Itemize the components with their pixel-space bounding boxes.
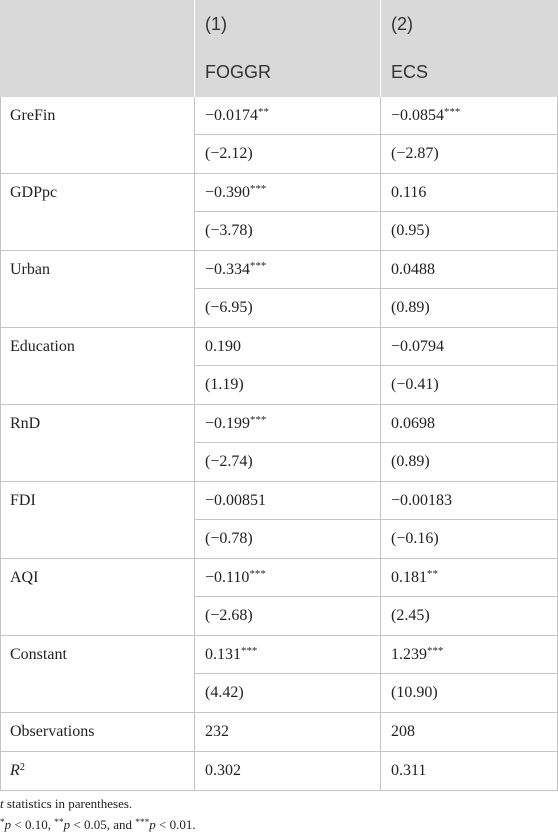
row-r-squared [0,752,558,791]
row-observations [0,713,558,752]
significance-stars: *** [250,414,267,427]
footnote-text: statistics in parentheses. [3,796,133,811]
t-statistic-value: (1.19) [205,376,244,393]
coefficient-cell-model-2 [381,636,557,674]
coefficient-cell-model-1 [195,174,381,212]
coefficient-value: −0.0794 [391,338,445,355]
r-squared-label [1,752,195,790]
t-statistic-cell-model-2 [381,212,557,250]
significance-stars: ** [258,106,269,119]
t-statistic-cell-model-2 [381,366,557,404]
coefficient-cell-model-2 [381,174,557,212]
r-symbol: R [10,762,20,779]
significance-stars: *** [135,817,150,828]
coefficient-cell-model-2 [381,405,557,443]
t-statistic-value: (0.89) [391,299,430,316]
footnote-text: < 0.05, and [70,817,136,832]
coefficient-cell-model-1 [195,251,381,289]
variable-label [1,636,195,712]
t-statistic-cell-model-1 [195,674,381,712]
variable-label [1,328,195,404]
variable-label [1,251,195,327]
coefficient-value: 0.131 [205,646,241,663]
t-statistic-cell-model-1 [195,135,381,173]
variable-name: AQI [10,569,39,586]
variable-label [1,405,195,481]
coefficient-value: −0.334 [205,261,251,278]
coefficient-value: 1.239 [391,646,427,663]
t-statistic-cell-model-2 [381,289,557,327]
variable-name: Constant [10,646,67,663]
row-group-rnd [0,405,558,482]
variable-name: GDPpc [10,184,58,201]
coefficient-value: −0.00183 [391,492,453,509]
t-statistic-value: (−2.68) [205,607,253,624]
table-footnotes [0,791,558,835]
coefficient-cell-model-2 [381,251,557,289]
observations-value-model-2: 208 [391,723,415,740]
coefficient-value: −0.00851 [205,492,267,509]
coefficient-value: 0.0698 [391,415,435,432]
variable-name: GreFin [10,107,56,124]
t-statistic-cell-model-2 [381,520,557,558]
coefficient-value: 0.190 [205,338,241,355]
significance-stars: *** [250,183,267,196]
r-squared-value-model-1: 0.302 [195,752,381,790]
header-dependent-variable-2: ECS [391,62,429,82]
t-statistic-value: (10.90) [391,684,438,701]
p-symbol: p [4,817,12,832]
observations-label: Observations [1,713,195,751]
significance-stars: *** [250,260,267,273]
t-statistic-value: (−2.87) [391,145,439,162]
coefficient-cell-model-2 [381,328,557,366]
row-group-education [0,328,558,405]
header-model-number-1: (1) [195,0,381,48]
r-squared-exponent: 2 [19,761,25,773]
significance-stars: *** [241,645,258,658]
significance-stars: ** [54,817,64,828]
coefficient-value: −0.199 [205,415,251,432]
coefficient-cell-model-1 [195,482,381,520]
t-statistic-value: (−0.16) [391,530,439,547]
footnote-t-statistics [0,793,558,814]
t-statistic-value: (0.95) [391,222,430,239]
significance-stars: *** [427,645,444,658]
t-statistic-value: (−2.12) [205,145,253,162]
coefficient-value: −0.0174 [205,107,259,124]
t-statistic-cell-model-2 [381,674,557,712]
footnote-text: < 0.10, [11,817,55,832]
t-statistic-cell-model-1 [195,212,381,250]
t-statistic-cell-model-1 [195,443,381,481]
t-statistic-value: (−2.74) [205,453,253,470]
t-statistic-cell-model-1 [195,597,381,635]
variable-name: FDI [10,492,36,509]
header-dependent-variable-1: FOGGR [195,48,381,97]
t-statistic-value: (−0.78) [205,530,253,547]
row-group-gdppc [0,174,558,251]
p-symbol: p [63,817,71,832]
significance-stars: * [0,817,5,828]
coefficient-value: −0.0854 [391,107,445,124]
t-statistic-value: (−3.78) [205,222,253,239]
row-group-urban [0,251,558,328]
r-squared-value-model-2: 0.311 [391,762,427,779]
variable-label [1,174,195,250]
coefficient-cell-model-1 [195,328,381,366]
variable-label [1,482,195,558]
coefficient-cell-model-2 [381,482,557,520]
t-statistic-value: (2.45) [391,607,430,624]
t-statistic-cell-model-1 [195,366,381,404]
coefficient-value: 0.116 [391,184,427,201]
t-statistic-cell-model-2 [381,443,557,481]
header-corner-cell [0,0,195,97]
header-model-number-2: (2) [391,13,413,34]
variable-name: Education [10,338,75,355]
t-statistic-value: (4.42) [205,684,244,701]
coefficient-cell-model-2 [381,559,557,597]
coefficient-value: −0.390 [205,184,251,201]
observations-value-model-1: 232 [195,713,381,751]
variable-name: Urban [10,261,50,278]
t-statistic-cell-model-2 [381,597,557,635]
significance-stars: *** [249,568,266,581]
t-statistic-value: (0.89) [391,453,430,470]
row-group-grefin [0,97,558,174]
coefficient-value: −0.110 [205,569,250,586]
t-statistic-cell-model-2 [381,135,557,173]
table-header [0,0,558,97]
coefficient-cell-model-1 [195,405,381,443]
coefficient-cell-model-2 [381,97,557,135]
t-symbol: t [0,796,4,811]
coefficient-cell-model-1 [195,636,381,674]
coefficient-cell-model-1 [195,97,381,135]
footnote-significance-levels [0,814,558,835]
significance-stars: *** [444,106,461,119]
coefficient-cell-model-1 [195,559,381,597]
coefficient-value: 0.181 [391,569,427,586]
row-group-aqi [0,559,558,636]
t-statistic-value: (−6.95) [205,299,253,316]
variable-label [1,97,195,173]
footnote-text: < 0.01. [155,817,196,832]
t-statistic-cell-model-1 [195,289,381,327]
variable-name: RnD [10,415,41,432]
significance-stars: ** [427,568,438,581]
p-symbol: p [149,817,156,832]
t-statistic-value: (−0.41) [391,376,439,393]
coefficient-value: 0.0488 [391,261,435,278]
t-statistic-cell-model-1 [195,520,381,558]
variable-label [1,559,195,635]
row-group-fdi [0,482,558,559]
row-group-constant [0,636,558,713]
